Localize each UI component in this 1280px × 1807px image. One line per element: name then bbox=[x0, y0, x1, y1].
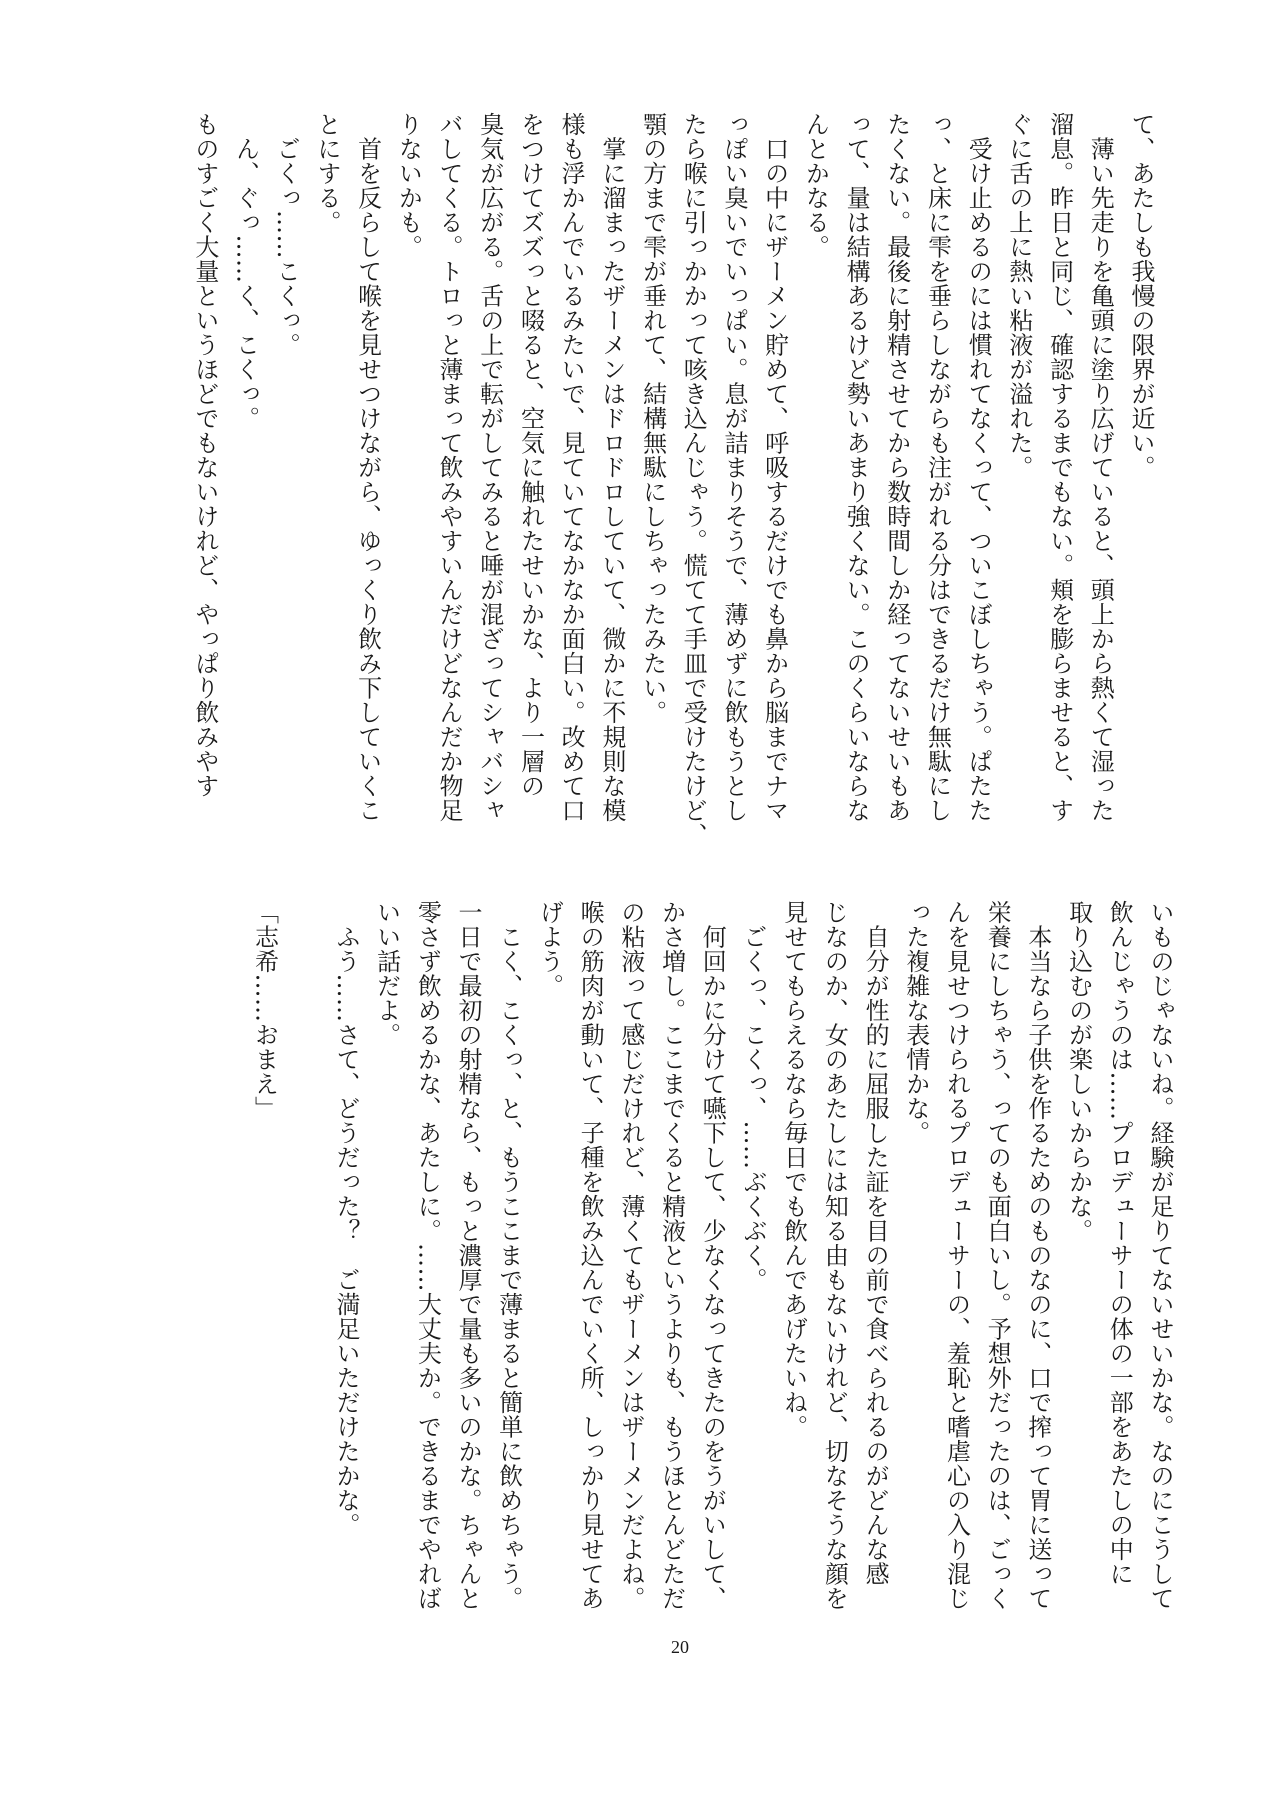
text-line: ものすごく大量というほどでもないけれど、やっぱり飲みやす bbox=[190, 112, 219, 798]
text-line: て、あたしも我慢の限界が近い。 bbox=[1127, 112, 1155, 480]
text-line: って、量は結構あるけど勢いあまり強くない。このくらいならな bbox=[842, 112, 871, 823]
page-number: 20 bbox=[671, 1637, 689, 1657]
text-line: っぽい臭いでいっぱい。息が詰まりそうで、薄めずに飲もうとし bbox=[719, 112, 748, 823]
text-line: 一日で最初の射精なら、もっと濃厚で量も多いのかな。ちゃんと bbox=[454, 900, 483, 1611]
text-line: バしてくる。トロっと薄まって飲みやすいんだけどなんだか物足 bbox=[435, 112, 464, 823]
text-line: 喉の筋肉が動いて、子種を飲み込んでいく所、しっかり見せてあ bbox=[576, 900, 605, 1611]
text-line: 受け止めるのには慣れてなくって、ついこぼしちゃう。ぱたた bbox=[964, 112, 993, 823]
upper-text-block bbox=[184, 112, 1161, 847]
text-line: ぐに舌の上に熱い粘液が溢れた。 bbox=[1004, 112, 1033, 480]
text-line: の粘液って感じだけれど、薄くてもザーメンはザーメンだよね。 bbox=[616, 900, 645, 1611]
text-line: 取り込むのが楽しいからかな。 bbox=[1064, 900, 1093, 1243]
text-line: 臭気が広がる。舌の上で転がしてみると唾が混ざってシャバシャ bbox=[475, 112, 504, 823]
text-line: 溜息。昨日と同じ、確認するまでもない。頬を膨らませると、す bbox=[1045, 112, 1074, 823]
text-line: ふう……さて、どうだった？ ご満足いただけたかな。 bbox=[331, 900, 360, 1537]
text-line: こく、こくっ、と、もうここまで薄まると簡単に飲めちゃう。 bbox=[494, 900, 523, 1611]
text-line: 顎の方まで雫が垂れて、結構無駄にしちゃったみたい。 bbox=[638, 112, 667, 725]
text-line: 本当なら子供を作るためのものなのに、口で搾って胃に送って bbox=[1023, 900, 1052, 1611]
text-line: りないかも。 bbox=[394, 112, 423, 259]
text-line: かさ増し。ここまでくると精液というよりも、もうほとんどただ bbox=[657, 900, 686, 1611]
text-line: 何回かに分けて嚥下して、少なくなってきたのをうがいして、 bbox=[698, 900, 727, 1611]
text-line: いい話だよ。 bbox=[372, 900, 401, 1047]
lower-text-block bbox=[244, 900, 1180, 1615]
text-line: たくない。最後に射精させてから数時間しか経ってないせいもあ bbox=[882, 112, 911, 823]
text-line: 「志希……おまえ」 bbox=[250, 900, 279, 1121]
text-line: いものじゃないね。経験が足りてないせいかな。なのにこうして bbox=[1146, 900, 1174, 1611]
text-line: 自分が性的に屈服した証を目の前で食べられるのがどんな感 bbox=[861, 900, 890, 1586]
text-line bbox=[285, 900, 326, 1615]
text-line: 栄養にしちゃう、ってのも面白いし。予想外だったのは、ごっく bbox=[983, 900, 1012, 1611]
text-line: んを見せつけられるプロデューサーの、羞恥と嗜虐心の入り混じ bbox=[942, 900, 971, 1611]
text-line: 掌に溜まったザーメンはドロドロしていて、微かに不規則な模 bbox=[597, 112, 626, 823]
text-line: ごくっ……こくっ。 bbox=[272, 112, 301, 357]
text-line: 首を反らして喉を見せつけながら、ゆっくり飲み下していくこ bbox=[353, 112, 382, 823]
text-line: った複雑な表情かな。 bbox=[901, 900, 930, 1145]
text-line: 薄い先走りを亀頭に塗り広げていると、頭上から熱くて湿った bbox=[1086, 112, 1115, 823]
text-line: ごくっ、こくっ、……ぶくぶく。 bbox=[738, 900, 767, 1292]
text-line: 見せてもらえるなら毎日でも飲んであげたいね。 bbox=[779, 900, 808, 1439]
text-line: をつけてズズっと啜ると、空気に触れたせいかな、より一層の bbox=[516, 112, 545, 798]
text-line: じなのか、女のあたしには知る由もないけれど、切なそうな顔を bbox=[820, 900, 849, 1611]
text-line: 口の中にザーメン貯めて、呼吸するだけでも鼻から脳までナマ bbox=[760, 112, 789, 823]
text-line: ん、ぐっ……く、こくっ。 bbox=[231, 112, 260, 431]
text-line: げよう。 bbox=[535, 900, 564, 998]
text-line: とにする。 bbox=[312, 112, 341, 235]
text-line: 様も浮かんでいるみたいで、見ていてなかなか面白い。改めて口 bbox=[557, 112, 586, 823]
text-line: 飲んじゃうのは……プロデューサーの体の一部をあたしの中に bbox=[1105, 900, 1134, 1586]
text-line: んとかなる。 bbox=[801, 112, 830, 259]
text-line: 零さず飲めるかな、あたしに。……大丈夫か。できるまでやれば bbox=[413, 900, 442, 1611]
text-line: たら喉に引っかかって咳き込んじゃう。慌てて手皿で受けたけど、 bbox=[679, 112, 708, 847]
text-line: っ、と床に雫を垂らしながらも注がれる分はできるだけ無駄にし bbox=[923, 112, 952, 823]
